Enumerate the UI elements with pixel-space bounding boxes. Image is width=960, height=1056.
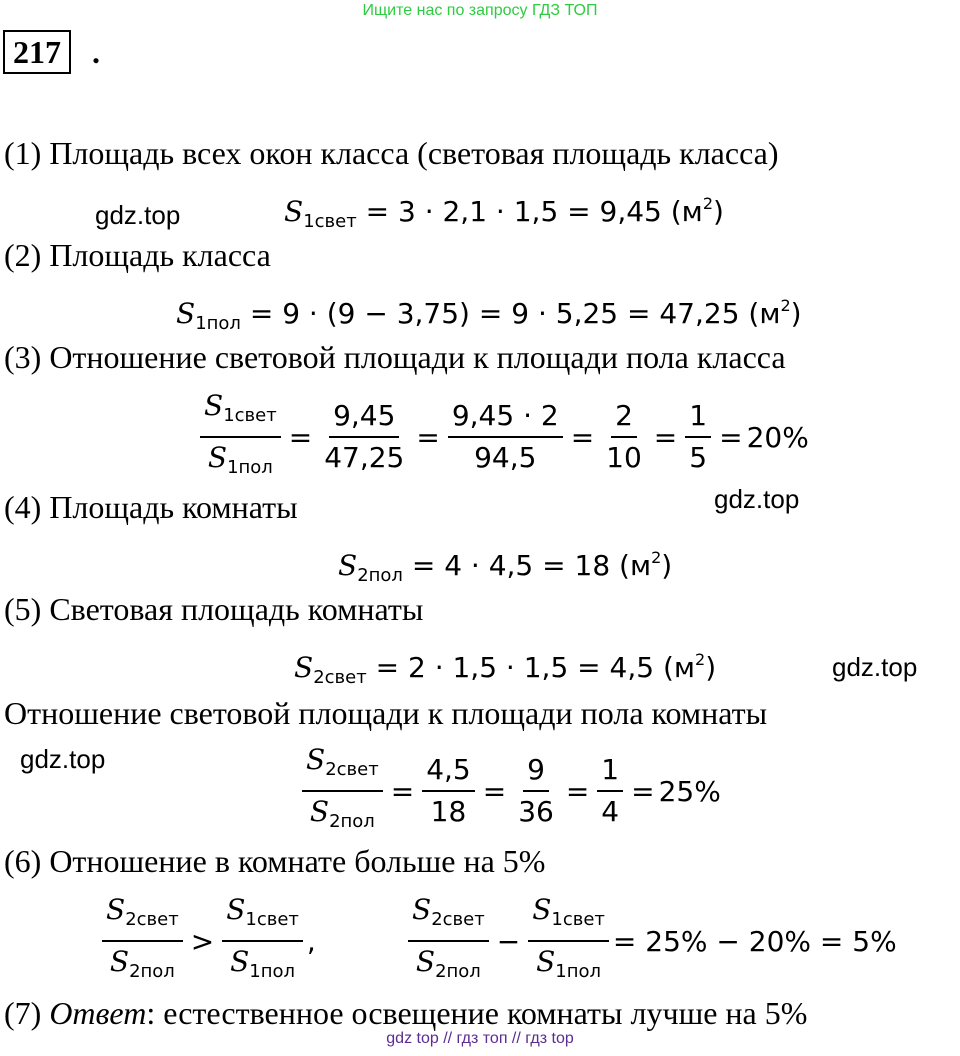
eq2-var: S	[176, 297, 196, 330]
eq7-c-num-sub: 2свет	[431, 909, 485, 930]
equation-5	[294, 638, 716, 700]
eq2-sub: 1пол	[195, 313, 241, 334]
eq2-close: )	[790, 297, 802, 330]
equation-7a: $\frac{S_{2свет}}{S_{2пол}}$ > $\frac{S_{1свет}}{S_{1пол}}$ ,	[98, 892, 316, 990]
answer-text: : естественное освещение комнаты лучше на 5%	[146, 995, 808, 1031]
paragraph-3: (3) Отношение световой площади к площади пола класса	[4, 339, 786, 375]
eq6-f3-num: 9	[523, 752, 549, 792]
paragraph-7	[4, 994, 807, 1032]
eq3-f1-num-sub: 1свет	[223, 405, 277, 426]
eq7-c-den-sub: 2пол	[435, 961, 481, 982]
eq1-sub: 1свет	[303, 211, 357, 232]
eq3-frac-1: $\frac{S_{1свет}}{S_{1пол}}$	[200, 388, 281, 486]
eq3-f1-den-sub: 1пол	[227, 457, 273, 478]
eq2-sup: 2	[780, 296, 791, 315]
equation-7b: $\frac{S_{2свет}}{S_{2пол}}$ − $\frac{S_{1свет}}{S_{1пол}}$ = 25% − 20% = 5%	[404, 892, 897, 990]
equation-3: $\frac{S_{1свет}}{S_{1пол}}$ = $\frac{9,45}{47,25}$ = $\frac{9,45 \cdot 2}{94,5}$ = $\frac{2}{10}$ = $\frac{1}{5}$ = 20%	[196, 388, 809, 486]
eq5-close: )	[705, 651, 717, 684]
eq7-frac-a: $\frac{S_{2свет}}{S_{2пол}}$	[102, 892, 183, 990]
eq4-sup: 2	[651, 548, 662, 567]
eq3-f2-num: 9,45	[329, 398, 399, 438]
eq3-result: 20%	[746, 420, 809, 454]
eq6-f2-num: 4,5	[422, 752, 475, 792]
eq3-f4-num: 2	[611, 398, 637, 438]
eq6-frac-3	[514, 752, 558, 830]
eq3-f3-num: 9,45 · 2	[448, 398, 563, 438]
eq1-var: S	[284, 195, 304, 228]
eq5-rhs: = 2 · 1,5 · 1,5 = 4,5 (м	[366, 651, 695, 684]
footer-note: gdz top // гдз топ // гдз top	[386, 1030, 574, 1047]
watermark: gdz.top	[95, 200, 181, 230]
equation-1	[284, 182, 724, 244]
eq7-a-num-sub: 2свет	[125, 909, 179, 930]
eq1-sup: 2	[702, 194, 713, 213]
eq4-var: S	[338, 549, 358, 582]
eq3-frac-2	[320, 398, 408, 476]
eq6-frac-2	[422, 752, 475, 830]
eq7-d-num-sub: 1свет	[551, 909, 605, 930]
equation-4	[338, 536, 672, 598]
watermark: gdz.top	[832, 652, 918, 682]
eq3-f5-num: 1	[685, 398, 711, 438]
paragraph-6: (6) Отношение в комнате больше на 5%	[4, 843, 546, 879]
eq1-rhs: = 3 · 2,1 · 1,5 = 9,45 (м	[356, 195, 703, 228]
eq3-frac-5	[685, 398, 711, 476]
eq7-frac-c: $\frac{S_{2свет}}{S_{2пол}}$	[408, 892, 489, 990]
eq3-f3-den: 94,5	[474, 441, 537, 474]
answer-number: (7)	[4, 995, 50, 1031]
eq3-f5-den: 5	[689, 441, 708, 474]
watermark: gdz.top	[714, 484, 800, 514]
watermark: gdz.top	[20, 744, 106, 774]
eq6-result: 25%	[658, 774, 721, 808]
eq6-frac-4	[597, 752, 623, 830]
eq3-frac-3	[448, 398, 563, 476]
eq7-d-den-sub: 1пол	[555, 961, 602, 982]
eq6-f1-den-sub: 2пол	[329, 811, 375, 832]
eq6-f1-num-sub: 2свет	[325, 759, 379, 780]
problem-number-dot: .	[92, 34, 100, 70]
eq5-sub: 2свет	[313, 667, 367, 688]
eq7-b-num-sub: 1свет	[245, 909, 299, 930]
eq5-var: S	[294, 651, 314, 684]
problem-number: 217	[3, 30, 71, 74]
eq6-f2-den: 18	[430, 795, 467, 828]
eq1-close: )	[713, 195, 724, 228]
eq5-sup: 2	[695, 650, 706, 669]
eq6-f3-den: 36	[518, 795, 554, 828]
paragraph-5: (5) Световая площадь комнаты	[4, 591, 424, 627]
equation-6: $\frac{S_{2свет}}{S_{2пол}}$ = $\frac{4,5}{18}$ = $\frac{9}{36}$ = $\frac{1}{4}$ = 25%	[298, 742, 721, 840]
eq4-rhs: = 4 · 4,5 = 18 (м	[402, 549, 652, 582]
eq4-close: )	[661, 549, 673, 582]
eq7-a-den-sub: 2пол	[129, 961, 175, 982]
eq3-frac-4	[602, 398, 646, 476]
eq6-f4-num: 1	[597, 752, 623, 792]
eq6-f4-den: 4	[601, 795, 620, 828]
eq7-frac-b: $\frac{S_{1свет}}{S_{1пол}}$	[222, 892, 303, 990]
answer-word: Ответ	[49, 995, 147, 1031]
eq4-sub: 2пол	[357, 565, 403, 586]
eq3-f4-den: 10	[606, 441, 642, 474]
paragraph-4: (4) Площадь комнаты	[4, 489, 298, 525]
eq7-b-den-sub: 1пол	[249, 961, 296, 982]
top-note: Ищите нас по запросу ГДЗ ТОП	[362, 2, 598, 19]
eq7-tail: = 25% − 20% = 5%	[612, 924, 897, 958]
paragraph-2: (2) Площадь класса	[4, 237, 271, 273]
eq2-rhs: = 9 · (9 − 3,75) = 9 · 5,25 = 47,25 (м	[240, 297, 781, 330]
paragraph-1: (1) Площадь всех окон класса (световая площадь класса)	[4, 135, 779, 171]
eq3-f2-den: 47,25	[324, 441, 405, 474]
eq6-frac-1: $\frac{S_{2свет}}{S_{2пол}}$	[302, 742, 383, 840]
paragraph-5b: Отношение световой площади к площади пола комнаты	[4, 695, 768, 731]
eq7-frac-d: $\frac{S_{1свет}}{S_{1пол}}$	[528, 892, 609, 990]
equation-2	[176, 284, 802, 346]
